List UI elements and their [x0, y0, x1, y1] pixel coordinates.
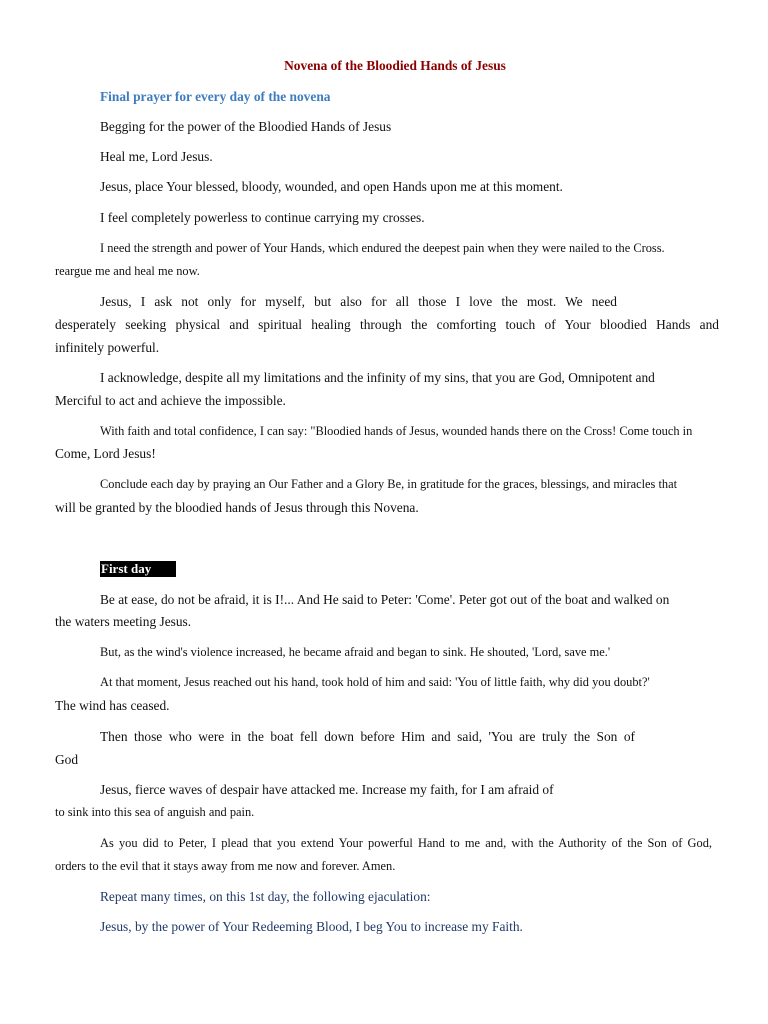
- final-prayer-line-1: Begging for the power of the Bloodied Hands of Jesus: [100, 119, 392, 134]
- first-day-ejaculation: Jesus, by the power of Your Redeeming Blood, I beg You to increase my Faith.: [100, 919, 523, 934]
- first-day-paragraph-3-line-2: The wind has ceased.: [55, 698, 170, 713]
- first-day-paragraph-5-line-1: Jesus, fierce waves of despair have attacked me. Increase my faith, for I am afraid of: [100, 782, 554, 797]
- final-prayer-paragraph-9-line-1: Conclude each day by praying an Our Father and a Glory Be, in gratitude for the graces, blessings, and miracles that: [100, 477, 678, 491]
- final-prayer-paragraph-5-line-1: I need the strength and power of Your Hands, which endured the deepest pain when they were nailed to the Cross.: [100, 241, 665, 255]
- final-prayer-paragraph-8-line-1: With faith and total confidence, I can say: "Bloodied hands of Jesus, wounded hands there on the Cross! Come touch in: [100, 424, 693, 438]
- first-day-heading: First day: [100, 561, 176, 577]
- first-day-paragraph-1-line-2: the waters meeting Jesus.: [55, 614, 192, 629]
- final-prayer-paragraph-5-line-2: reargue me and heal me now.: [55, 264, 200, 278]
- final-prayer-line-3: Jesus, place Your blessed, bloody, wounded, and open Hands upon me at this moment.: [100, 179, 563, 194]
- first-day-paragraph-3-line-1: At that moment, Jesus reached out his hand, took hold of him and said: 'You of little faith, why did you doubt?': [100, 675, 650, 689]
- first-day-paragraph-1-line-1: Be at ease, do not be afraid, it is I!... And He said to Peter: 'Come'. Peter got out of the boat and walked on: [100, 592, 670, 607]
- final-prayer-paragraph-7-line-1: I acknowledge, despite all my limitations and the infinity of my sins, that you are God, Omnipotent and: [100, 370, 655, 385]
- final-prayer-paragraph-6-line-3: infinitely powerful.: [55, 340, 160, 355]
- page-title: Novena of the Bloodied Hands of Jesus: [284, 58, 506, 73]
- first-day-paragraph-2: But, as the wind's violence increased, he became afraid and began to sink. He shouted, 'Lord, save me.': [100, 645, 611, 659]
- final-prayer-paragraph-6-line-2: desperately seeking physical and spiritual healing through the comforting touch of Your bloodied Hands and: [55, 317, 719, 332]
- final-prayer-heading: Final prayer for every day of the novena: [100, 89, 331, 104]
- first-day-instruction: Repeat many times, on this 1st day, the following ejaculation:: [100, 889, 431, 904]
- first-day-paragraph-6-line-2: orders to the evil that it stays away from me now and forever. Amen.: [55, 859, 396, 873]
- final-prayer-line-4: I feel completely powerless to continue carrying my crosses.: [100, 210, 425, 225]
- final-prayer-paragraph-8-line-2: Come, Lord Jesus!: [55, 446, 156, 461]
- final-prayer-paragraph-7-line-2: Merciful to act and achieve the impossible.: [55, 393, 286, 408]
- first-day-paragraph-5-line-2: to sink into this sea of anguish and pain.: [55, 805, 255, 819]
- first-day-paragraph-6-line-1: As you did to Peter, I plead that you extend Your powerful Hand to me and, with the Authority of the Son of God,: [100, 836, 712, 850]
- first-day-paragraph-4-line-1: Then those who were in the boat fell down before Him and said, 'You are truly the Son of: [100, 729, 635, 744]
- final-prayer-paragraph-6-line-1: Jesus, I ask not only for myself, but also for all those I love the most. We need: [100, 294, 617, 309]
- first-day-paragraph-4-line-2: God: [55, 752, 79, 767]
- final-prayer-paragraph-9-line-2: will be granted by the bloodied hands of Jesus through this Novena.: [55, 500, 419, 515]
- final-prayer-line-2: Heal me, Lord Jesus.: [100, 149, 213, 164]
